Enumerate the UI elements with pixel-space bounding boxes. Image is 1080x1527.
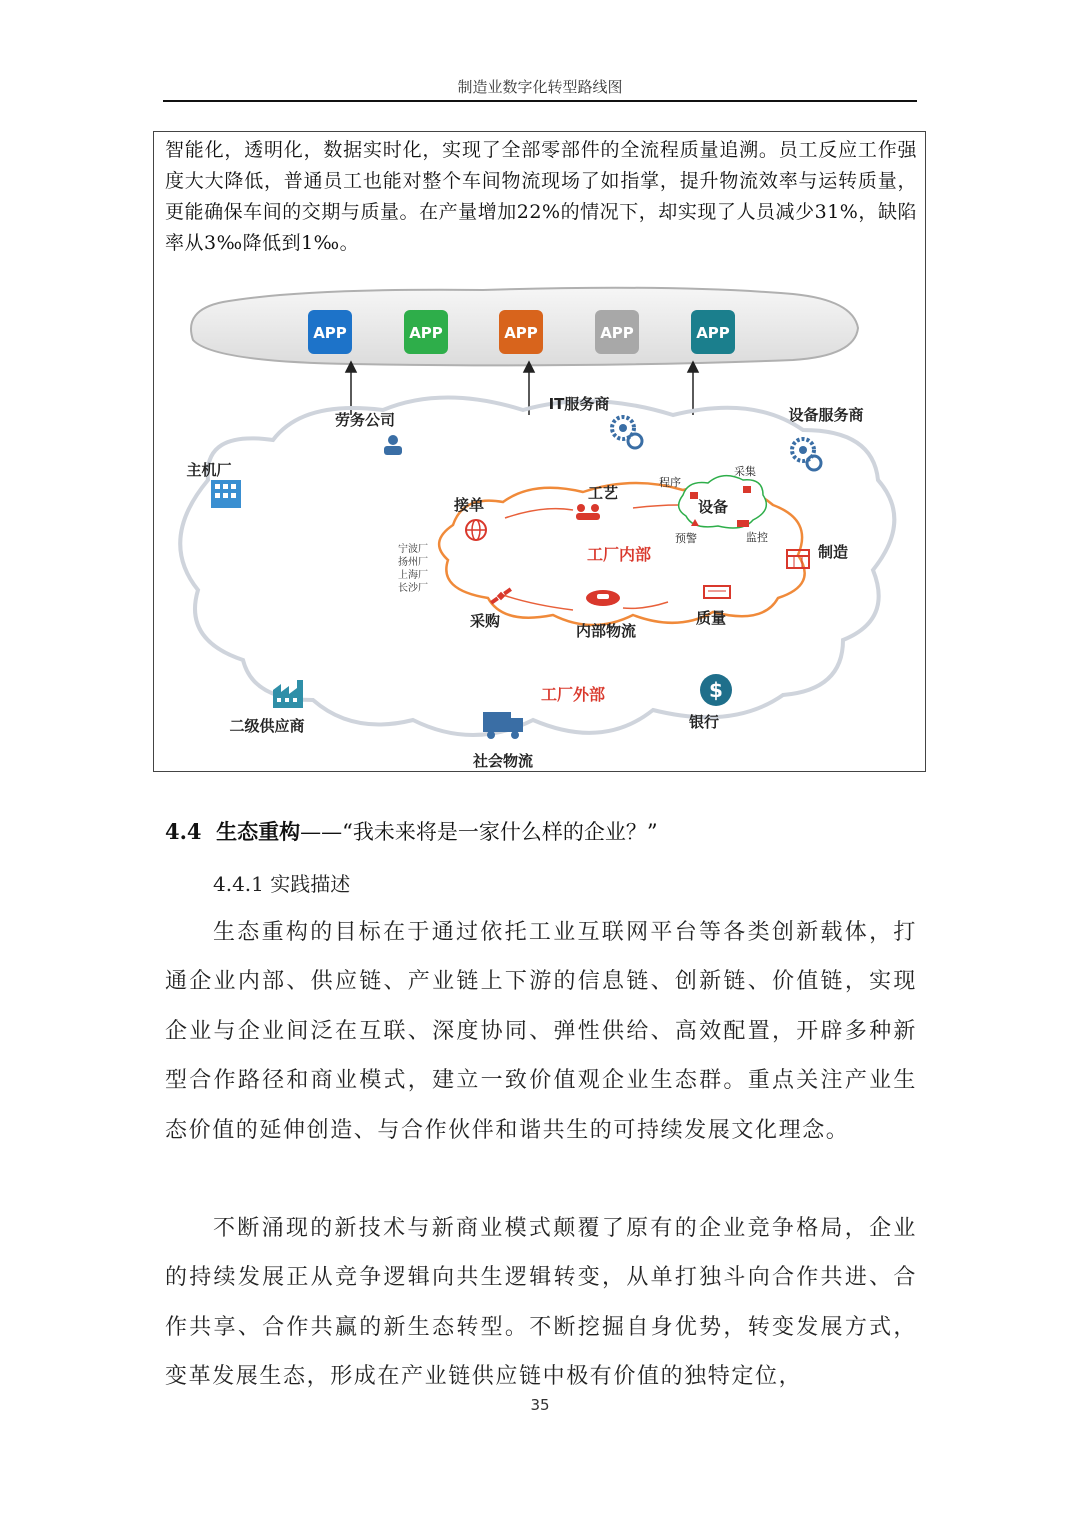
section-tagline: ——“我未来将是一家什么样的企业？” (300, 820, 658, 844)
social-logistics-label: 社会物流 (472, 752, 534, 770)
collect-small-icon (743, 486, 751, 493)
truck-icon (483, 712, 523, 739)
warning-label: 预警 (675, 532, 697, 545)
app-tile (691, 310, 735, 354)
app-tile (404, 310, 448, 354)
subsection-heading: 4.4.1 实践描述 (213, 872, 351, 896)
equipment-provider-label: 设备服务商 (788, 406, 864, 424)
header-rule (163, 100, 917, 102)
app-tile (595, 310, 639, 354)
plant-item: 宁波厂 (398, 544, 428, 555)
manufacturing-label: 制造 (817, 543, 849, 561)
monitor-small-icon (737, 520, 749, 527)
ecosystem-diagram (153, 280, 926, 770)
plant-item: 长沙厂 (398, 583, 428, 594)
labor-company-label: 劳务公司 (334, 411, 396, 429)
procurement-label: 采购 (469, 612, 501, 630)
labor-company-icon (384, 435, 402, 455)
it-provider-gear-icon (612, 417, 642, 448)
page-number: 35 (530, 1396, 550, 1414)
body-paragraph: 生态重构的目标在于通过依托工业互联网平台等各类创新载体，打通企业内部、供应链、产业链上下游的信息链、创新链、价值链，实现企业与企业间泛在互联、深度协同、弹性供给、高效配置，开辟多种新型合作路径和商业模式，建立一致价值观企业生态群。重点关注产业生态价值的延伸创造、与合作伙伴和谐共生的可持续发展文化理念。 (165, 920, 917, 1143)
oem-building-icon (211, 480, 241, 508)
factory-inside-label: 工厂内部 (586, 545, 652, 564)
collect-label: 采集 (734, 465, 756, 478)
bank-label: 银行 (688, 713, 720, 731)
section-number: 4.4 (165, 819, 202, 844)
equipment-label: 设备 (697, 498, 729, 516)
it-provider-label: IT服务商 (548, 395, 610, 413)
tier2-supplier-label: 二级供应商 (229, 717, 305, 735)
process-label: 工艺 (587, 484, 619, 502)
plant-item: 上海厂 (398, 570, 428, 581)
app-label: APP (600, 324, 634, 342)
body-paragraph: 不断涌现的新技术与新商业模式颠覆了原有的企业竞争格局，企业的持续发展正从竞争逻辑向共生逻辑转变，从单打独斗向合作共进、合作共享、合作共赢的新生态转型。不断挖掘自身优势，转变发展方式，变革发展生态，形成在产业链供应链中极有价值的独特定位， (165, 1216, 917, 1390)
case-box-text: 智能化，透明化，数据实时化，实现了全部零部件的全流程质量追溯。员工反应工作强度大大降低，普通员工也能对整个车间物流现场了如指掌，提升物流效率与运转质量，更能确保车间的交期与质量。在产量增加22%的情况下，却实现了人员减少31%，缺陷率从3‰降低到1‰。 (165, 139, 917, 254)
app-label: APP (313, 324, 347, 342)
quality-label: 质量 (695, 609, 727, 627)
plant-list (398, 542, 428, 594)
order-label: 接单 (453, 496, 485, 514)
logistics-car-icon (586, 590, 620, 606)
program-label: 程序 (659, 476, 681, 489)
monitor-label: 监控 (746, 531, 768, 544)
quality-printer-icon (704, 586, 730, 598)
bank-dollar-icon (700, 674, 732, 706)
app-label: APP (409, 324, 443, 342)
order-globe-icon (466, 520, 486, 540)
app-tile (499, 310, 543, 354)
internal-logistics-label: 内部物流 (575, 622, 637, 640)
process-people-icon (576, 504, 600, 520)
program-small-icon (690, 492, 698, 499)
section-title: 生态重构 (216, 819, 301, 844)
tier2-supplier-factory-icon (273, 680, 303, 708)
factory-outside-label: 工厂外部 (540, 685, 606, 704)
oem-label: 主机厂 (186, 461, 232, 479)
app-label: APP (696, 324, 730, 342)
procurement-satellite-icon (490, 587, 512, 604)
equipment-provider-gear-icon (792, 439, 821, 470)
running-header: 制造业数字化转型路线图 (457, 78, 623, 96)
plant-item: 扬州厂 (398, 557, 428, 568)
dollar-symbol: $ (709, 678, 723, 702)
app-label: APP (504, 324, 538, 342)
section-heading (165, 816, 658, 846)
app-tile (308, 310, 352, 354)
